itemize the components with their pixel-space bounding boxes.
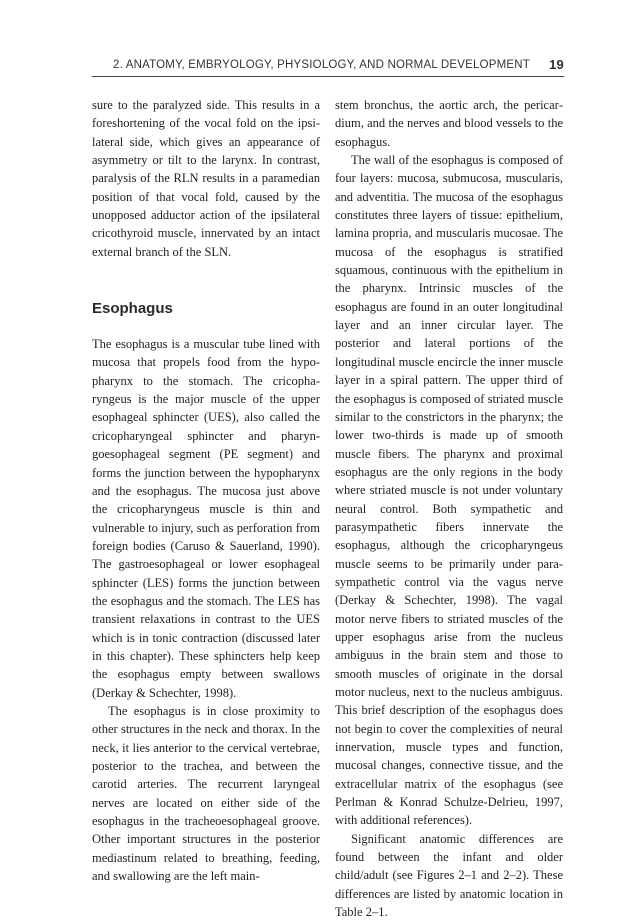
running-header-title: 2. ANATOMY, EMBRYOLOGY, PHYSIOLOGY, AND NORMAL DEVELOPMENT	[113, 59, 530, 71]
left-paragraph-esophagus-proximity: The esophagus is in close proximity to other structures in the neck and thorax. In the neck, it lies anterior to the cervical vertebrae, posterior to the trachea, and between the carotid arteries. The recurrent laryngeal nerves are located on either side of the esophagus in the tracheoesophageal groove. Other important structures in the posterior mediastinum related to breathing, feeding, and swallowing are the left main-	[92, 703, 320, 884]
left-paragraph-esophagus-intro: The esophagus is a muscular tube lined with mucosa that propels food from the hypopharynx to the stomach. The cricopharyngeus is the major muscle of the upper esophageal sphincter (UES), also called the cricopharyngeal sphincter and pharyngoesophageal segment (PE segment) and forms the junction between the hypopharynx and the esophagus. The mucosa just above the cricopharyngeus muscle is thin and vulnerable to injury, such as perforation from foreign bodies (Caruso & Sauerland, 1990). The gastroesophageal or lower esophageal sphincter (LES) forms the junction between the esophagus and the stomach. The LES has transient relaxations in contrast to the UES which is in tonic contraction (discussed later in this chapter). These sphincters help keep the esophagus empty between swallows (Derkay & Schechter, 1998).	[92, 337, 320, 700]
running-header	[92, 56, 564, 77]
left-paragraph-continuation: sure to the paralyzed side. This results in a foreshortening of the vocal fold on the ipsilateral side, which gives an appearance of asymmetry or tilt to the larynx. In contrast, paralysis of the RLN results in a paramedian position of that vocal fold, caused by the unopposed adductor action of the ipsilateral cricothyroid muscle, innervated by an intact external branch of the SLN.	[92, 98, 320, 259]
left-column	[92, 96, 320, 885]
page-number: 19	[549, 57, 564, 72]
right-column	[335, 96, 563, 921]
right-paragraph-continuation: stem bronchus, the aortic arch, the pericardium, and the nerves and blood vessels to the esophagus.	[335, 98, 563, 149]
right-paragraph-esophagus-wall: The wall of the esophagus is composed of four layers: mucosa, submucosa, muscularis, and adventitia. The mucosa of the esophagus constitutes three layers of tissue: epithelium, lamina propria, and muscularis mucosae. The mucosa of the esophagus is stratified squamous, continuous with the epithelium in the pharynx. Intrinsic muscles of the esophagus are found in an outer longitudinal layer and an inner circular layer. The posterior and lateral portions of the longitudinal muscle encircle the inner muscle layer in a spiral pattern. The upper third of the esophagus is composed of striated muscle similar to the constrictors in the pharynx; the lower two-thirds is made up of smooth muscle fibers. The pharynx and proximal esophagus are the only regions in the body where striated muscle is not under voluntary neural control. Both sympathetic and parasympathetic fibers innervate the esophagus, although the cricopharyngeus muscle seems to be primarily under parasympathetic control via the vagus nerve (Derkay & Schechter, 1998). The vagal motor nerve fibers to striated muscles of the upper esophagus arise from the nucleus ambiguus in the brain stem and those to smooth muscles of originate in the dorsal motor nucleus, next to the nucleus ambiguus. This brief description of the esophagus does not begin to cover the complexities of neural innervation, muscle types and function, mucosal changes, connective tissue, and the extracellular matrix of the esophagus (see Perlman & Konrad Schulze-Delrieu, 1997, with additional references).	[335, 153, 563, 828]
right-paragraph-anatomic-differences: Significant anatomic differences are found between the infant and older child/adult (see Figures 2–1 and 2–2). These differences are listed by anatomic location in Table 2–1.	[335, 831, 563, 920]
section-heading-esophagus: Esophagus	[92, 300, 173, 318]
